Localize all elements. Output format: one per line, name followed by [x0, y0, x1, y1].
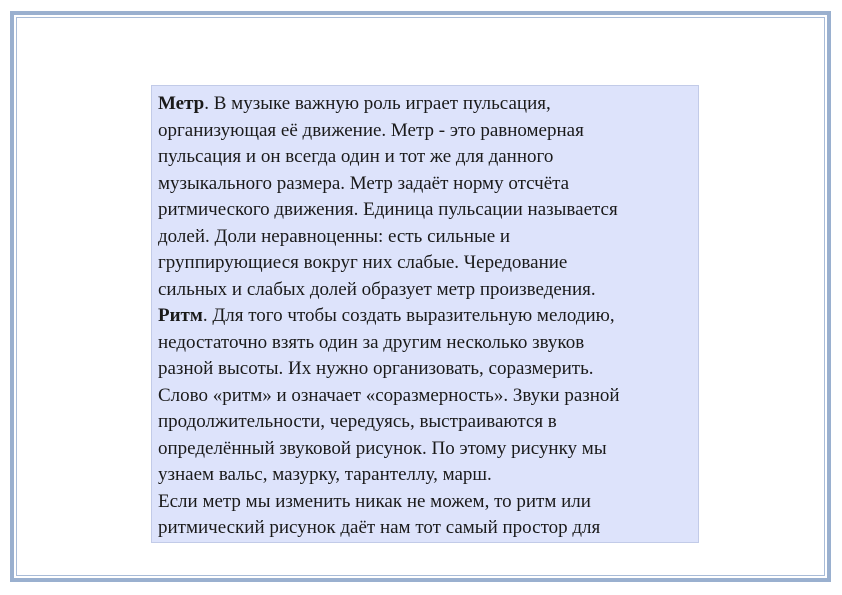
paragraph-rhythm — [158, 303, 692, 489]
term-meter: Метр — [158, 93, 205, 114]
paragraph-conclusion — [158, 489, 692, 542]
line-text: . Для того чтобы создать выразительную мелодию, — [202, 305, 615, 326]
text-line: пульсация и он всегда один и тот же для данного — [158, 146, 554, 167]
term-rhythm: Ритм — [158, 305, 203, 326]
text-line: разной высоты. Их нужно организовать, соразмерить. — [158, 358, 594, 379]
text-line: музыкального размера. Метр задаёт норму отсчёта — [158, 172, 570, 194]
text-line: определённый звуковой рисунок. По этому рисунку мы — [158, 437, 607, 459]
text-line: Если метр мы изменить никак не можем, то ритм или — [158, 490, 591, 512]
text-line: группирующиеся вокруг них слабые. Чередование — [158, 252, 568, 273]
text-line: ритмического движения. Единица пульсации называется — [158, 199, 618, 220]
text-line: ритмический рисунок даёт нам тот самый простор для — [158, 517, 601, 538]
text-line: долей. Доли неравноценны: есть сильные и — [158, 225, 511, 247]
line-text: . В музыке важную роль играет пульсация, — [204, 93, 551, 114]
text-line: Слово «ритм» и означает «соразмерность». Звуки разной — [158, 384, 620, 406]
text-line: узнаем вальс, мазурку, тарантеллу, марш. — [158, 464, 492, 485]
text-line: продолжительности, чередуясь, выстраиваются в — [158, 411, 557, 432]
text-line: сильных и слабых долей образует метр произведения. — [158, 278, 596, 300]
text-line — [158, 91, 692, 118]
text-line: организующая её движение. Метр - это равномерная — [158, 119, 584, 141]
paragraph-meter — [158, 91, 692, 303]
text-box — [151, 85, 699, 543]
text-line — [158, 303, 692, 330]
text-line: недостаточно взять один за другим несколько звуков — [158, 331, 585, 353]
